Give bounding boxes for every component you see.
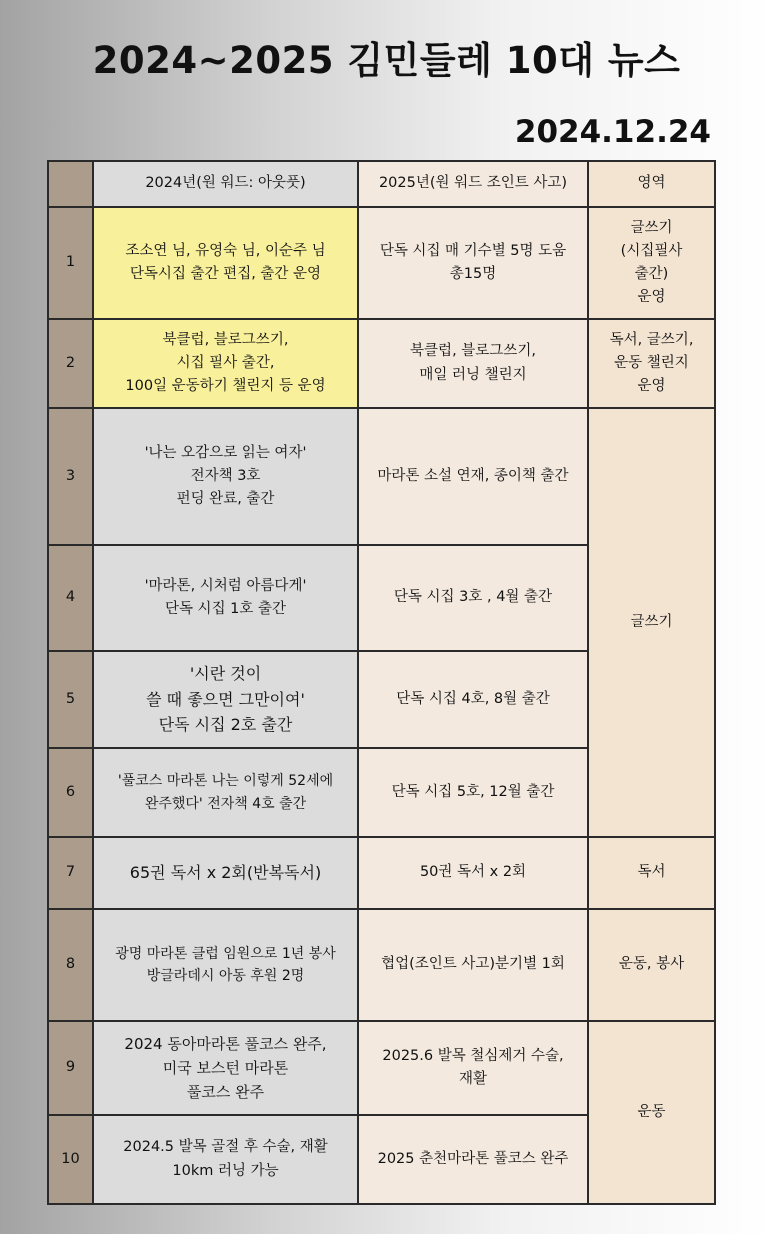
cell-line: '시란 것이 (189, 664, 262, 684)
cell-2024 (93, 748, 358, 837)
cell-2025 (358, 1021, 588, 1115)
cell-area (588, 207, 715, 319)
cell-line: 쓸 때 좋으면 그만이여' (146, 689, 305, 709)
row-number: 1 (48, 207, 93, 319)
cell-line: 단독 시집 4호, 8월 출간 (396, 690, 550, 707)
cell-line: 펀딩 완료, 출간 (176, 491, 275, 508)
row-number: 5 (48, 651, 93, 748)
cell-line: 북클럽, 블로그쓰기, (162, 331, 289, 348)
cell-line: 독서 (637, 864, 666, 881)
cell-2025 (358, 909, 588, 1021)
cell-2025 (358, 207, 588, 319)
row-number: 10 (48, 1115, 93, 1204)
table-row (48, 207, 715, 319)
cell-2025 (358, 545, 588, 651)
row-number: 6 (48, 748, 93, 837)
cell-2025 (358, 1115, 588, 1204)
cell-2024 (93, 1115, 358, 1204)
cell-line: 조소연 님, 유영숙 님, 이순주 님 (125, 242, 326, 259)
cell-line: 글쓰기 (630, 613, 673, 630)
cell-line: 협업(조인트 사고)분기별 1회 (381, 956, 565, 973)
cell-line: 단독 시집 5호, 12월 출간 (391, 783, 555, 800)
cell-line: 단독 시집 1호 출간 (164, 601, 287, 617)
table-row (48, 1021, 715, 1115)
cell-line: 운영 (637, 289, 666, 306)
cell-line: 미국 보스턴 마라톤 (162, 1059, 289, 1077)
cell-2025 (358, 837, 588, 909)
cell-line: '나는 오감으로 읽는 여자' (144, 444, 307, 461)
table-row (48, 837, 715, 909)
cell-line: 글쓰기 (630, 219, 673, 236)
cell-line: 전자책 3호 (190, 467, 261, 484)
cell-line: 북클럽, 블로그쓰기, (410, 343, 536, 360)
table-row (48, 408, 715, 545)
cell-line: 운동 챌린지 (614, 354, 689, 371)
cell-2025 (358, 651, 588, 748)
cell-line: 65권 독서 x 2회(반복독서) (129, 863, 322, 883)
cell-area (588, 408, 715, 837)
page-title: 2024~2025 김민들레 10대 뉴스 (92, 39, 681, 82)
cell-line: 단독 시집 매 기수별 5명 도움 (379, 242, 567, 259)
cell-line: 마라톤 소설 연재, 종이책 출간 (377, 467, 569, 484)
table-row (48, 319, 715, 408)
cell-2024 (93, 408, 358, 545)
cell-line: 운영 (637, 378, 666, 395)
cell-2025 (358, 319, 588, 408)
cell-line: 2025 춘천마라톤 풀코스 완주 (377, 1150, 569, 1167)
cell-line: '마라톤, 시처럼 아름다게' (144, 577, 307, 594)
cell-area (588, 1021, 715, 1204)
cell-line: (시집필사 (620, 242, 683, 259)
cell-line: 독서, 글쓰기, (609, 331, 694, 348)
cell-line: 출간) (634, 266, 669, 282)
cell-area (588, 837, 715, 909)
cell-line: 재활 (458, 1071, 487, 1087)
cell-line: 총15명 (449, 266, 497, 282)
cell-line: 단독 시집 2호 출간 (158, 715, 293, 735)
header-2025: 2025년(원 워드 조인트 사고) (358, 161, 588, 207)
cell-2024 (93, 207, 358, 319)
row-number: 2 (48, 319, 93, 408)
cell-2025 (358, 408, 588, 545)
cell-line: 운동, 봉사 (618, 956, 685, 973)
row-number: 8 (48, 909, 93, 1021)
cell-line: '풀코스 마라톤 나는 이렇게 52세에 (117, 773, 334, 790)
cell-line: 단독시집 출간 편집, 출간 운영 (129, 266, 322, 282)
cell-2024 (93, 1021, 358, 1115)
cell-line: 풀코스 완주 (186, 1083, 265, 1101)
row-number: 3 (48, 408, 93, 545)
header-2024: 2024년(원 워드: 아웃풋) (93, 161, 358, 207)
row-number: 9 (48, 1021, 93, 1115)
cell-line: 2024 동아마라톤 풀코스 완주, (124, 1035, 327, 1053)
header-area: 영역 (588, 161, 715, 207)
cell-line: 10km 러닝 가능 (172, 1162, 279, 1179)
cell-line: 2024.5 발목 골절 후 수술, 재활 (123, 1139, 328, 1156)
cell-line: 100일 운동하기 챌린지 등 운영 (125, 378, 326, 395)
cell-2024 (93, 545, 358, 651)
page-date: 2024.12.24 (514, 114, 711, 150)
cell-2024 (93, 319, 358, 408)
row-number: 4 (48, 545, 93, 651)
cell-line: 2025.6 발목 철심제거 수술, (382, 1047, 564, 1064)
cell-line: 운동 (637, 1103, 666, 1120)
cell-2025 (358, 748, 588, 837)
row-number: 7 (48, 837, 93, 909)
cell-line: 단독 시집 3호 , 4월 출간 (393, 589, 553, 606)
cell-2024 (93, 651, 358, 748)
cell-line: 완주했다' 전자책 4호 출간 (144, 795, 307, 812)
table-header-row (48, 161, 715, 207)
cell-2024 (93, 837, 358, 909)
cell-line: 50권 독서 x 2회 (419, 864, 527, 881)
cell-line: 매일 러닝 챌린지 (419, 366, 527, 383)
cell-area (588, 909, 715, 1021)
news-table (47, 160, 716, 1205)
cell-2024 (93, 909, 358, 1021)
cell-area (588, 319, 715, 408)
table-row (48, 909, 715, 1021)
cell-line: 시집 필사 출간, (176, 354, 275, 371)
cell-line: 방글라데시 아동 후원 2명 (146, 968, 305, 984)
cell-line: 광명 마라톤 클럽 임원으로 1년 봉사 (115, 945, 336, 962)
header-num (48, 161, 93, 207)
